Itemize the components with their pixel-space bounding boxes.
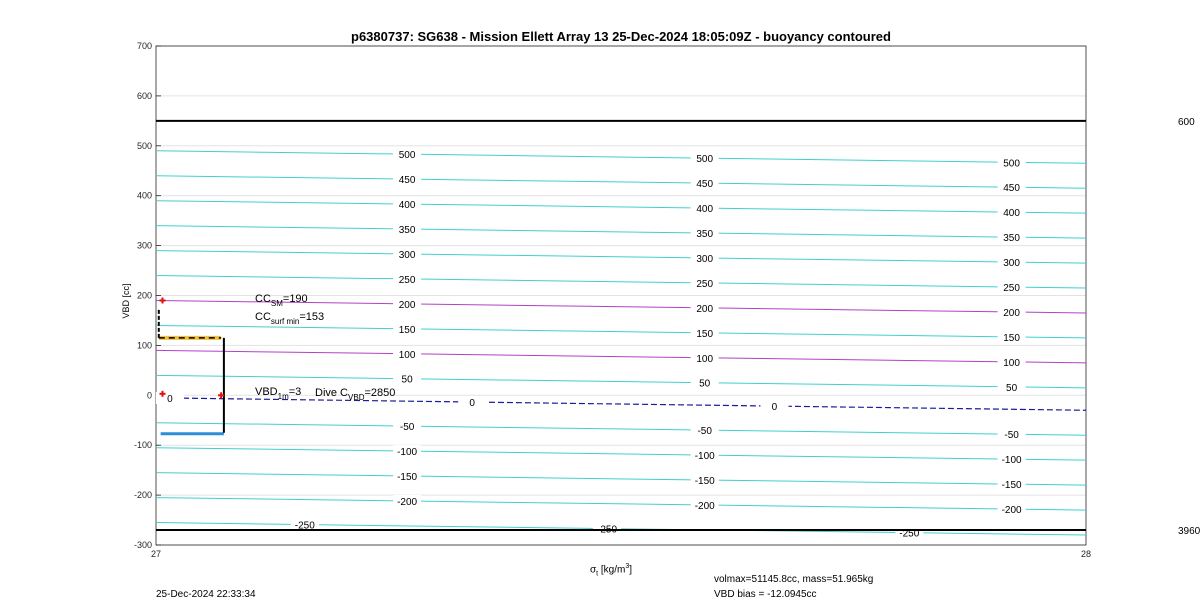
contour-label: 400 bbox=[1003, 208, 1020, 220]
y-tick-label: 600 bbox=[136, 90, 152, 101]
contour-label: 300 bbox=[696, 253, 714, 265]
footer-vbd-bias: VBD bias = -12.0945cc bbox=[714, 589, 817, 600]
contour-label: 450 bbox=[1003, 183, 1020, 195]
contour-label: -250 bbox=[597, 524, 618, 536]
contour-label: 50 bbox=[401, 374, 413, 386]
contour-label: -100 bbox=[694, 451, 715, 463]
contour-line-0 bbox=[156, 398, 1086, 410]
y-tick-label: 100 bbox=[136, 340, 152, 351]
annotation-vbd-1m: $VBD_{1m}=3$ bbox=[255, 386, 302, 401]
x-tick-label: 27 bbox=[150, 549, 162, 559]
x-tick-label: 28 bbox=[1080, 549, 1092, 559]
contour-label: 250 bbox=[398, 274, 416, 286]
contour-label: 450 bbox=[398, 175, 416, 187]
contour-label: 350 bbox=[696, 229, 714, 241]
contour-line--200 bbox=[156, 498, 1086, 510]
contour-label: 150 bbox=[398, 324, 416, 336]
limit-line-label: 600 bbox=[1178, 116, 1195, 128]
contour-label: 100 bbox=[696, 353, 714, 365]
y-tick-label: -300 bbox=[133, 540, 152, 550]
contour-line-300 bbox=[156, 251, 1086, 263]
contour-label: 400 bbox=[398, 200, 416, 212]
contour-label: 0 bbox=[167, 393, 173, 405]
contour-label: 50 bbox=[699, 378, 711, 390]
footer-timestamp: 25-Dec-2024 22:33:34 bbox=[156, 589, 256, 600]
contour-label: 250 bbox=[1003, 283, 1020, 295]
contour-label: 50 bbox=[1006, 382, 1018, 394]
contour-label: 300 bbox=[398, 249, 416, 261]
contour-label: -150 bbox=[397, 472, 418, 484]
contour-label: -200 bbox=[1001, 505, 1022, 517]
contour-label: 300 bbox=[1003, 258, 1020, 270]
contour-label: -100 bbox=[1001, 455, 1022, 467]
y-tick-label: 0 bbox=[146, 390, 152, 401]
contour-label: -50 bbox=[697, 426, 712, 438]
y-tick-label: 300 bbox=[136, 240, 152, 251]
contour-label: -100 bbox=[397, 447, 418, 459]
contour-label: 500 bbox=[398, 150, 416, 162]
y-tick-label: 400 bbox=[136, 190, 152, 201]
contour-line-250 bbox=[156, 276, 1086, 288]
y-tick-label: 500 bbox=[136, 140, 152, 151]
contour-label: 0 bbox=[469, 398, 475, 410]
contour-label: 500 bbox=[696, 154, 714, 166]
contour-line-150 bbox=[156, 325, 1086, 337]
annotation-cc-sm: $CC_{SM}=190$ bbox=[255, 293, 308, 308]
contour-label: -200 bbox=[397, 496, 418, 508]
contour-line-100 bbox=[156, 350, 1086, 362]
y-tick-label: -100 bbox=[133, 440, 152, 451]
y-tick-label: -200 bbox=[133, 490, 152, 501]
contour-label: 0 bbox=[771, 402, 778, 414]
contour-label: -50 bbox=[1004, 430, 1019, 442]
y-tick-label: 700 bbox=[136, 41, 152, 51]
annotation-dive-c-vbd: Dive $C_{VBD}=2850$ bbox=[315, 387, 396, 402]
y-axis-label: VBD [cc] bbox=[121, 283, 131, 319]
contour-label: -150 bbox=[694, 476, 715, 488]
contour-label: 250 bbox=[696, 278, 714, 290]
contour-label: 150 bbox=[1003, 332, 1020, 344]
y-tick-label: 200 bbox=[136, 290, 152, 301]
contour-label: 200 bbox=[696, 303, 714, 315]
contour-label: -200 bbox=[694, 500, 715, 512]
chart-title: p6380737: SG638 - Mission Ellett Array 13 25-Dec-2024 18:05:09Z - buoyancy contoured bbox=[351, 29, 891, 44]
contour-label: 100 bbox=[1003, 357, 1020, 369]
contour-label: 100 bbox=[398, 349, 416, 361]
contour-label: 350 bbox=[398, 225, 416, 237]
contour-label: 200 bbox=[398, 299, 416, 311]
contour-label: -150 bbox=[1001, 480, 1022, 492]
contour-label: 450 bbox=[696, 179, 714, 191]
contour-label: 200 bbox=[1003, 307, 1020, 319]
contour-label: 500 bbox=[1003, 158, 1020, 170]
footer-volmax: volmax=51145.8cc, mass=51.965kg bbox=[714, 574, 874, 585]
annotation-cc-surf-min: $CC_{surf min}=153$ bbox=[255, 311, 325, 326]
contour-label: 150 bbox=[696, 328, 714, 340]
contour-label: 400 bbox=[696, 204, 714, 216]
x-axis-label: $\sigma_t$ $[kg/m^3]$ bbox=[590, 563, 633, 578]
contour-label: -250 bbox=[899, 528, 920, 540]
limit-line-label: 3960 bbox=[1178, 526, 1200, 538]
contour-label: -250 bbox=[294, 520, 315, 532]
contour-label: 350 bbox=[1003, 233, 1020, 245]
contour-label: -50 bbox=[399, 422, 415, 434]
